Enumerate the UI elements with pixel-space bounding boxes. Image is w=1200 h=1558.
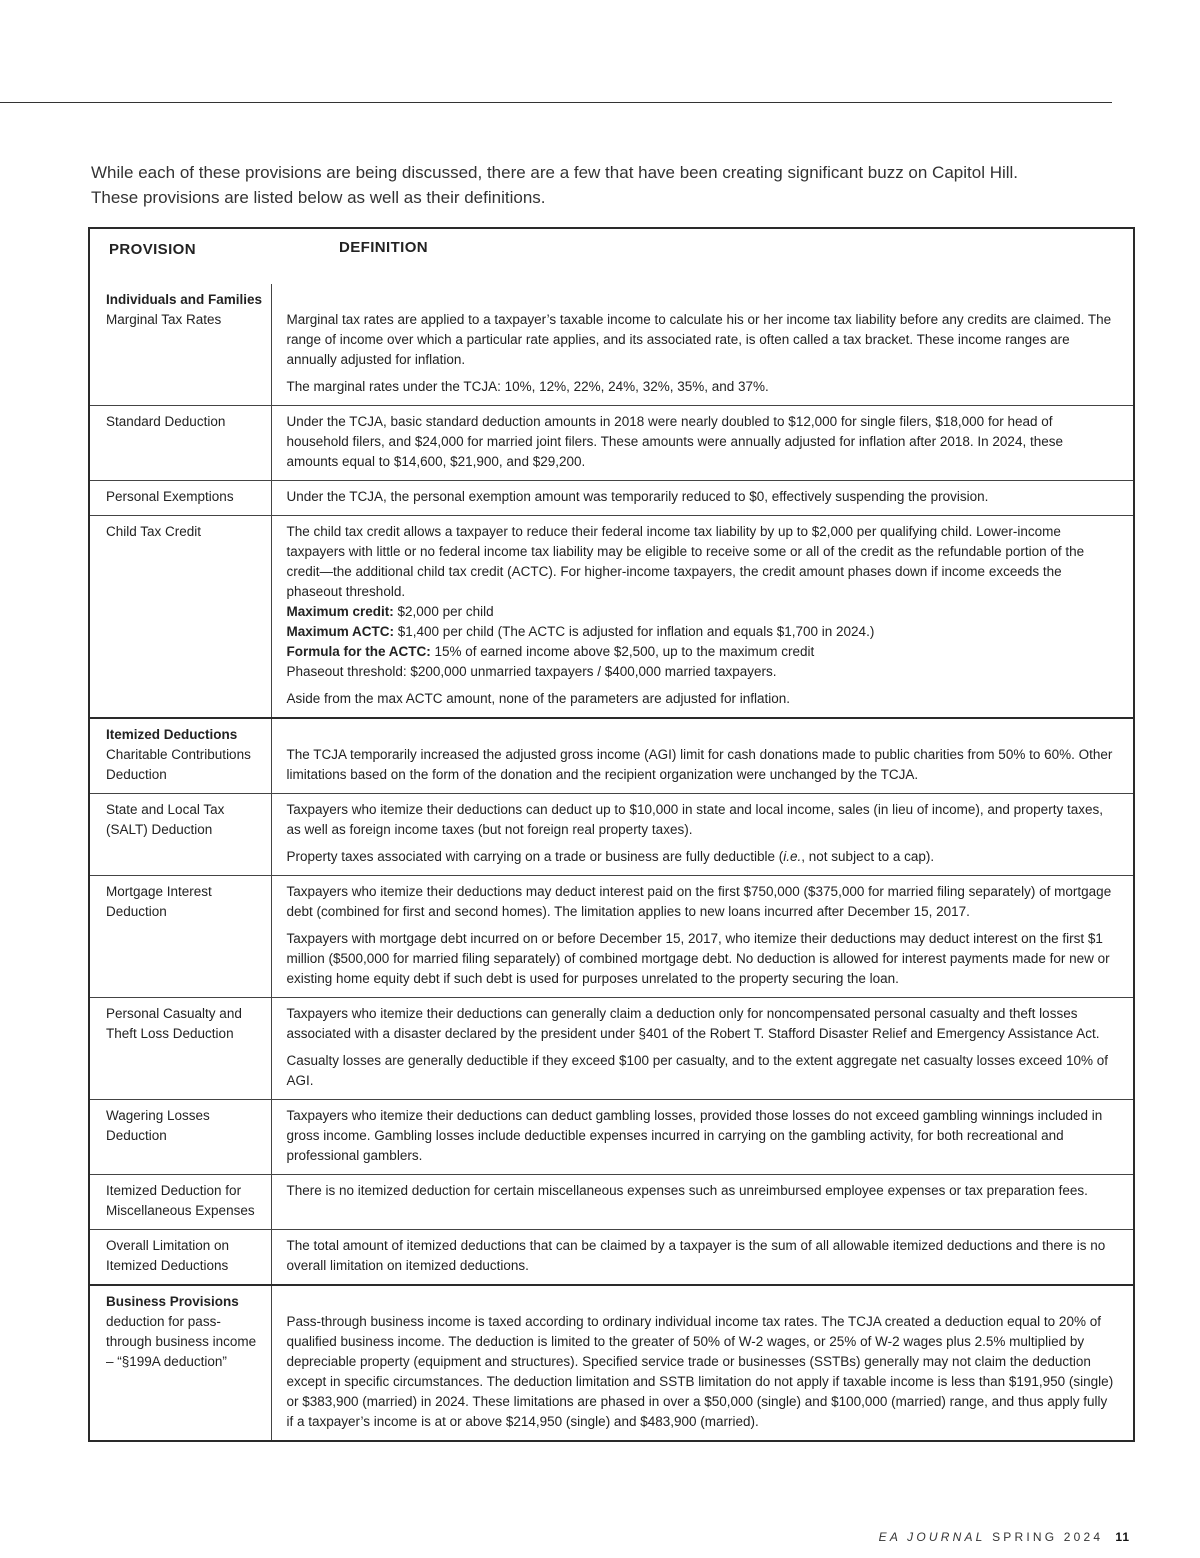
provision-name: Itemized Deduction for Miscellaneous Expenses bbox=[106, 1183, 255, 1218]
definition-cell bbox=[271, 1100, 1133, 1175]
definition-text: Taxpayers with mortgage debt incurred on or before December 15, 2017, who itemize their deductions may deduct interest on the first $1 million ($500,000 for married filing separately) of combined mortgage debt. No deduction is allowed for interest payments made for new or existing home equity debt if such debt is used for purposes unrelated to the property securing the loan. bbox=[286, 931, 1110, 986]
definition-cell bbox=[271, 998, 1133, 1100]
max-actc-label: Maximum ACTC: bbox=[286, 624, 395, 639]
definition-text: Taxpayers who itemize their deductions can deduct up to $10,000 in state and local income, sales (in lieu of income), and property taxes, as well as foreign income taxes (but not foreign real property taxes). bbox=[286, 802, 1103, 837]
intro-paragraph bbox=[91, 160, 1131, 210]
phaseout-line: Phaseout threshold: $200,000 unmarried taxpayers / $400,000 married taxpayers. bbox=[286, 664, 777, 679]
table-row bbox=[90, 718, 1133, 794]
provision-name: Standard Deduction bbox=[106, 414, 226, 429]
definition-cell bbox=[271, 1175, 1133, 1230]
definition-cell bbox=[271, 876, 1133, 998]
section-title-business: Business Provisions bbox=[106, 1294, 239, 1309]
top-rule bbox=[0, 102, 1112, 103]
max-credit-value: $2,000 per child bbox=[393, 604, 494, 619]
provision-cell bbox=[90, 1285, 271, 1440]
page-number: 11 bbox=[1115, 1530, 1130, 1544]
max-actc-value: $1,400 per child (The ACTC is adjusted for inflation and equals $1,700 in 2024.) bbox=[394, 624, 875, 639]
provision-name: deduction for pass-through business income – “§199A deduction” bbox=[106, 1314, 257, 1369]
definition-text: The TCJA temporarily increased the adjusted gross income (AGI) limit for cash donations made to public charities from 50% to 60%. Other limitations based on the form of the donation and the recipient organization were unchanged by the TCJA. bbox=[286, 747, 1113, 782]
provision-name: Personal Casualty and Theft Loss Deduction bbox=[106, 1006, 242, 1041]
definition-text: Pass-through business income is taxed according to ordinary individual income tax rates. The TCJA created a deduction equal to 20% of qualified business income. The deduction is limited to the greater of 50% of W-2 wages, or 25% of W-2 wages plus 2.5% multiplied by depreciable property (equipment and structures). Specified service trade or businesses (SSTBs) generally may not claim the deduction except in specific circumstances. The deduction limitation and SSTB limitation do not apply if taxable income is less than $191,950 (single) or $383,900 (married) in 2024. These limitations are phased in over a $50,000 (single) and $100,000 (married) range, and thus apply fully if a taxpayer’s income is at or above $214,950 (single) and $483,900 (married). bbox=[286, 1314, 1114, 1429]
table-row bbox=[90, 1285, 1133, 1440]
formula-line bbox=[287, 642, 1116, 662]
table-row bbox=[90, 1230, 1133, 1286]
definition-cell bbox=[271, 284, 1133, 406]
table-row bbox=[90, 1100, 1133, 1175]
provision-cell bbox=[90, 481, 271, 516]
definition-cell bbox=[271, 794, 1133, 876]
definition-text: Marginal tax rates are applied to a taxpayer’s taxable income to calculate his or her income tax liability before any credits are claimed. The range of income over which a particular rate applies, and its associated rate, is often called a tax bracket. These income ranges are annually adjusted for inflation. bbox=[286, 312, 1112, 367]
provision-cell bbox=[90, 998, 271, 1100]
definition-text: Under the TCJA, the personal exemption amount was temporarily reduced to $0, effectively suspending the provision. bbox=[286, 489, 989, 504]
table-row bbox=[90, 794, 1133, 876]
definition-cell bbox=[271, 718, 1133, 794]
table-row bbox=[90, 284, 1133, 406]
provision-name: Charitable Contributions Deduction bbox=[106, 747, 251, 782]
salt-text-ie: i.e. bbox=[783, 849, 802, 864]
definition-text: The marginal rates under the TCJA: 10%, 12%, 22%, 24%, 32%, 35%, and 37%. bbox=[286, 379, 769, 394]
section-title-individuals: Individuals and Families bbox=[106, 292, 263, 307]
definition-cell bbox=[271, 1285, 1133, 1440]
definition-cell bbox=[271, 406, 1133, 481]
table-row bbox=[90, 516, 1133, 719]
magazine-name: EA JOURNAL bbox=[878, 1530, 986, 1544]
formula-value: 15% of earned income above $2,500, up to the maximum credit bbox=[430, 644, 815, 659]
max-actc-line bbox=[287, 622, 1116, 642]
definition-text: Taxpayers who itemize their deductions may deduct interest paid on the first $750,000 ($375,000 for married filing separately) of mortgage debt (combined for first and second homes). The limitation applies to new loans incurred after December 15, 2017. bbox=[286, 884, 1112, 919]
provision-name: Overall Limitation on Itemized Deductions bbox=[106, 1238, 230, 1273]
issue-label: SPRING 2024 bbox=[985, 1530, 1104, 1544]
definition-text: Under the TCJA, basic standard deduction amounts in 2018 were nearly doubled to $12,000 for single filers, $18,000 for head of household filers, and $24,000 for married joint filers. These amounts were annually adjusted for inflation after 2018. In 2024, these amounts equal to $14,600, $21,900, and $29,200. bbox=[286, 414, 1063, 469]
table-row bbox=[90, 481, 1133, 516]
provision-cell bbox=[90, 1100, 271, 1175]
definition-block bbox=[287, 522, 1116, 682]
definition-text: There is no itemized deduction for certain miscellaneous expenses such as unreimbursed employee expenses or tax preparation fees. bbox=[286, 1183, 1088, 1198]
max-credit-line bbox=[287, 602, 1116, 622]
intro-line-1: While each of these provisions are being discussed, there are a few that have been creating significant buzz on Capitol Hill. bbox=[91, 163, 1019, 182]
definition-text-property bbox=[287, 847, 1116, 867]
page-footer bbox=[879, 1530, 1130, 1544]
header-provision: PROVISION bbox=[109, 241, 196, 258]
max-credit-label: Maximum credit: bbox=[286, 604, 394, 619]
intro-line-2: These provisions are listed below as well as their definitions. bbox=[91, 188, 546, 207]
definition-text: Taxpayers who itemize their deductions can generally claim a deduction only for noncompensated personal casualty and theft losses associated with a disaster declared by the president under §401 of the Robert T. Stafford Disaster Relief and Emergency Assistance Act. bbox=[286, 1006, 1100, 1041]
section-title-itemized: Itemized Deductions bbox=[106, 727, 238, 742]
provision-name: Marginal Tax Rates bbox=[106, 312, 222, 327]
definition-text: Taxpayers who itemize their deductions can deduct gambling losses, provided those losses do not exceed gambling winnings included in gross income. Gambling losses include deductible expenses incurred in carrying on the gambling activity, for both recreational and professional gamblers. bbox=[286, 1108, 1103, 1163]
salt-text-a: Property taxes associated with carrying on a trade or business are fully deductible ( bbox=[286, 849, 784, 864]
table-row bbox=[90, 406, 1133, 481]
provision-cell bbox=[90, 406, 271, 481]
definition-text: Casualty losses are generally deductible if they exceed $100 per casualty, and to the extent aggregate net casualty losses exceed 10% of AGI. bbox=[286, 1053, 1109, 1088]
provision-name: Personal Exemptions bbox=[106, 489, 234, 504]
salt-text-b: , not subject to a cap). bbox=[801, 849, 935, 864]
provision-name: Mortgage Interest Deduction bbox=[106, 884, 212, 919]
provision-cell bbox=[90, 284, 271, 406]
provisions-table bbox=[88, 227, 1135, 1442]
table-row bbox=[90, 876, 1133, 998]
provision-cell bbox=[90, 1175, 271, 1230]
definition-cell bbox=[271, 1230, 1133, 1286]
provision-name: State and Local Tax (SALT) Deduction bbox=[106, 802, 225, 837]
definition-text: The total amount of itemized deductions that can be claimed by a taxpayer is the sum of all allowable itemized deductions and there is no overall limitation on itemized deductions. bbox=[286, 1238, 1106, 1273]
table-row bbox=[90, 1175, 1133, 1230]
provision-cell bbox=[90, 718, 271, 794]
provision-cell bbox=[90, 516, 271, 719]
definition-cell bbox=[271, 516, 1133, 719]
formula-label: Formula for the ACTC: bbox=[286, 644, 431, 659]
provision-name: Child Tax Credit bbox=[106, 524, 202, 539]
definition-text: Aside from the max ACTC amount, none of the parameters are adjusted for inflation. bbox=[286, 691, 791, 706]
provision-cell bbox=[90, 794, 271, 876]
definition-cell bbox=[271, 481, 1133, 516]
table-row bbox=[90, 998, 1133, 1100]
provision-cell bbox=[90, 876, 271, 998]
header-definition: DEFINITION bbox=[339, 239, 428, 256]
provision-cell bbox=[90, 1230, 271, 1286]
definition-text: The child tax credit allows a taxpayer to reduce their federal income tax liability by up to $2,000 per qualifying child. Lower-income taxpayers with little or no federal income tax liability may be eligible to receive some or all of the credit as the refundable portion of the credit—the additional child tax credit (ACTC). For higher-income taxpayers, the credit amount phases down if income exceeds the phaseout threshold. bbox=[286, 524, 1085, 599]
provision-name: Wagering Losses Deduction bbox=[106, 1108, 210, 1143]
